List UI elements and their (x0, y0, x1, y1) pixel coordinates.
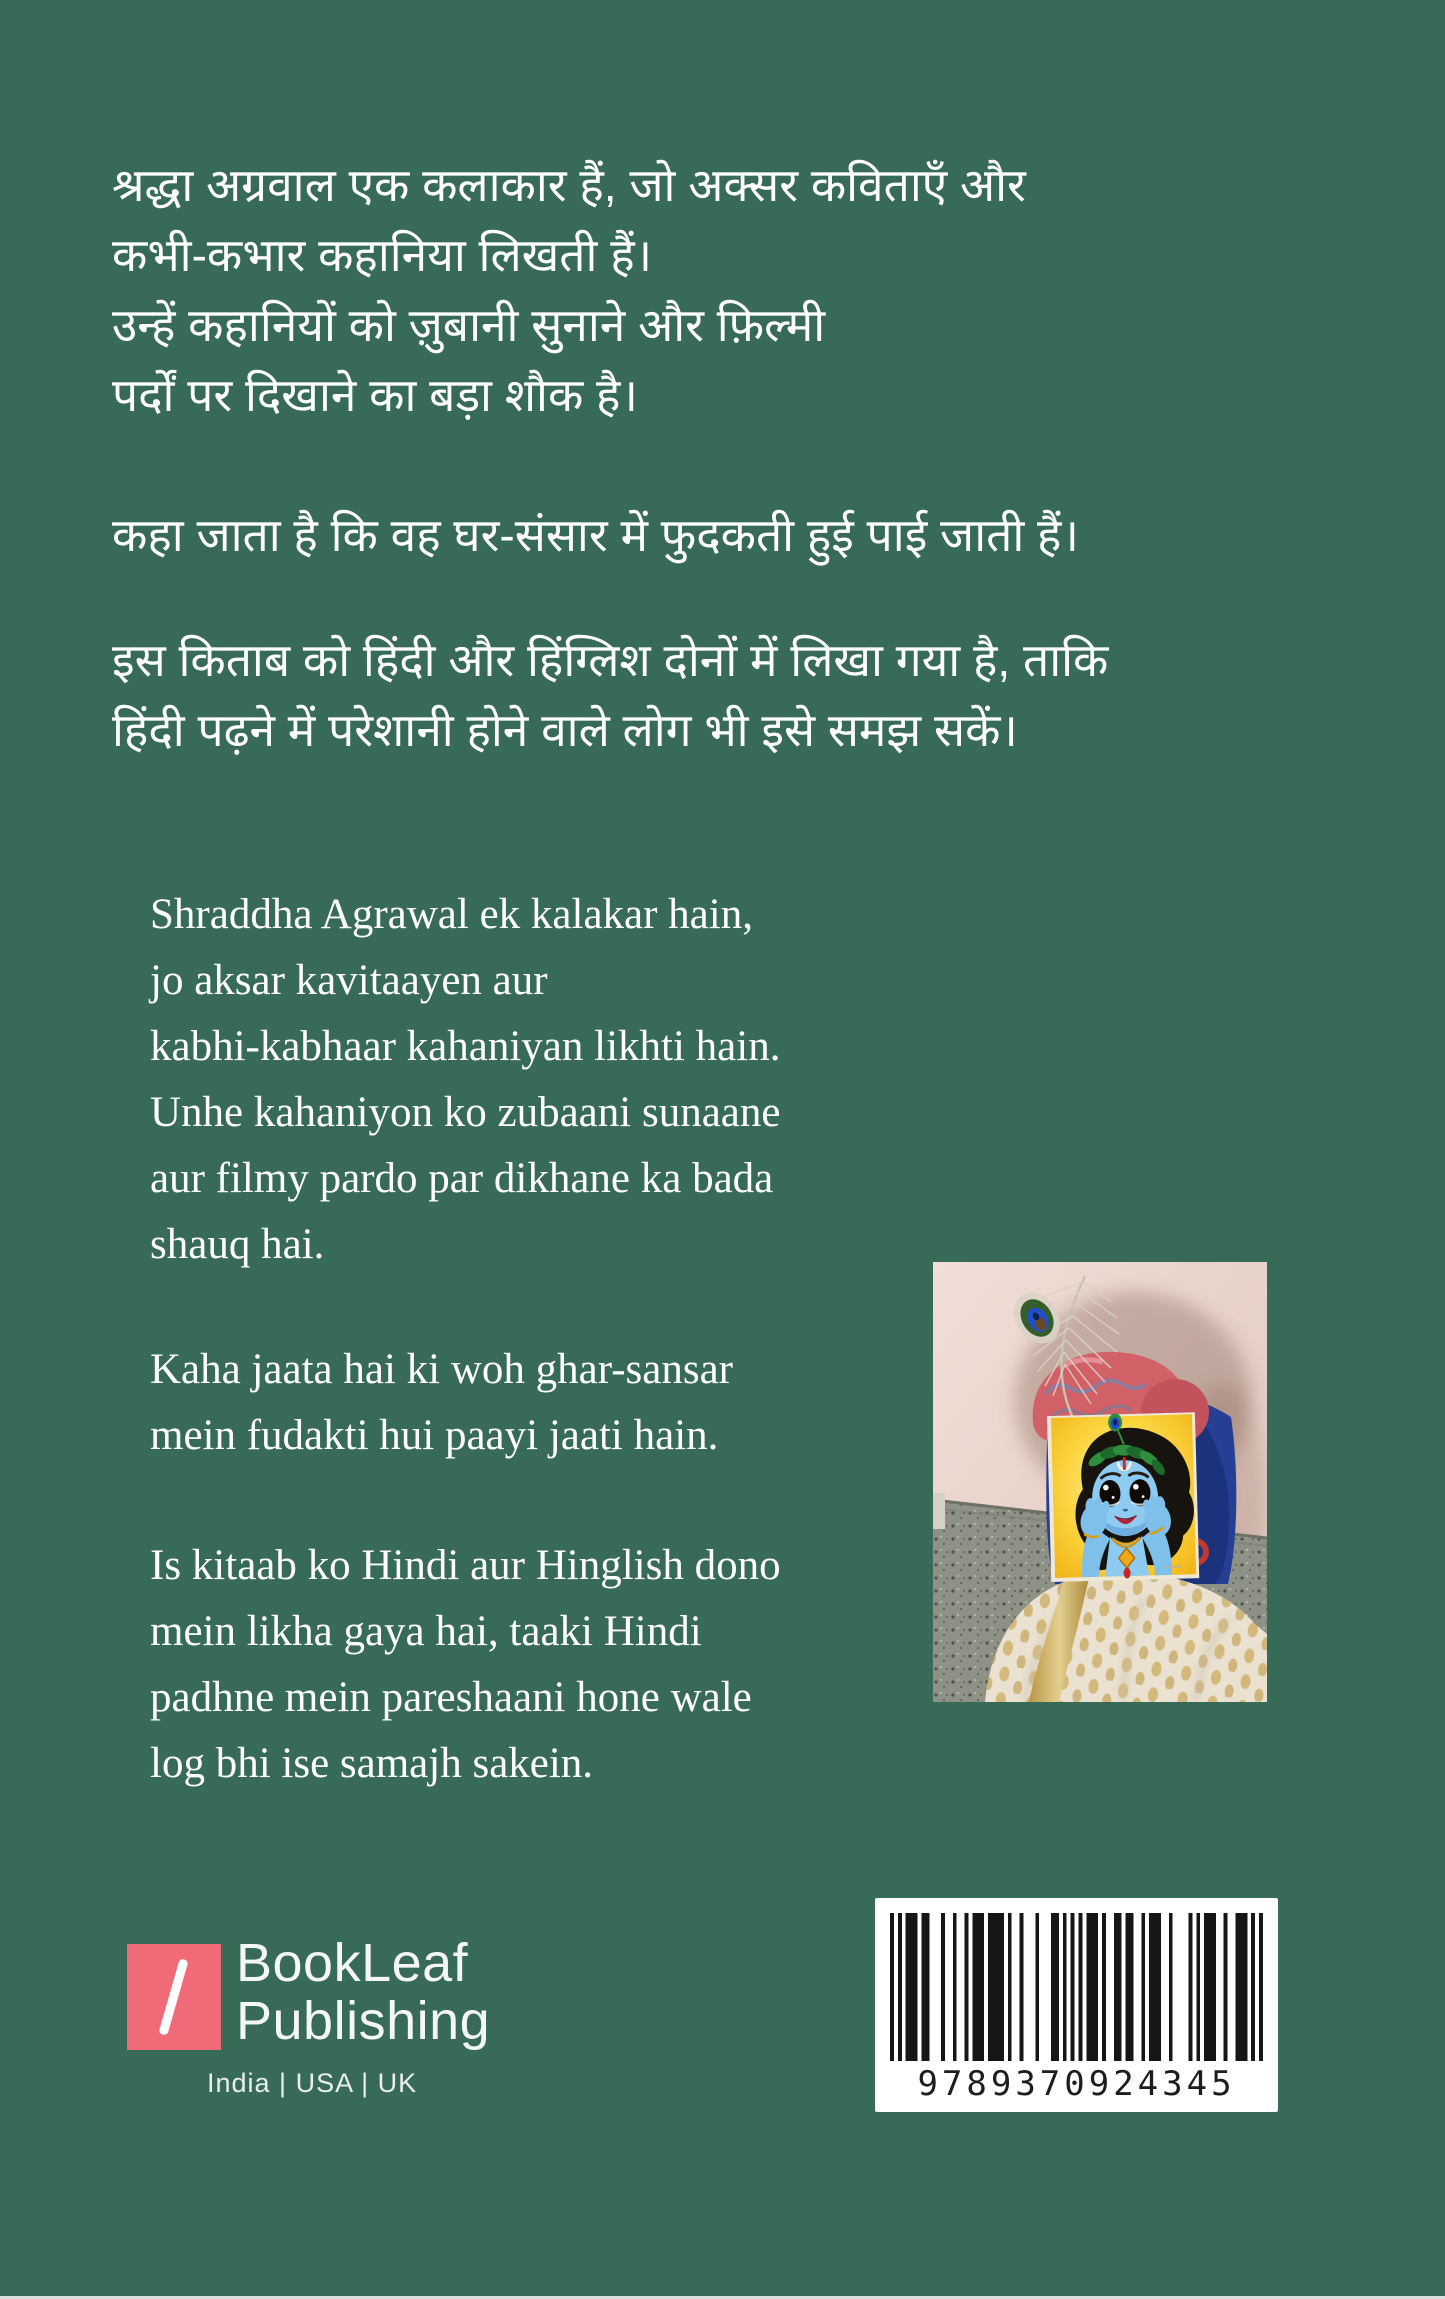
publisher-regions: India | USA | UK (207, 2068, 418, 2098)
hinglish-line: Shraddha Agrawal ek kalakar hain, (150, 891, 753, 938)
publisher-name-line2: Publishing (236, 1991, 491, 2051)
hinglish-line: Kaha jaata hai ki woh ghar-sansar (150, 1346, 733, 1393)
hinglish-paragraph-3 (150, 1533, 781, 1797)
isbn-barcode (875, 1898, 1278, 2112)
publisher-logo-mark (127, 1944, 221, 2050)
publisher-name-line1: BookLeaf (236, 1933, 469, 1993)
hindi-paragraph-3 (112, 625, 1108, 765)
hinglish-line: kabhi-kabhaar kahaniyan likhti hain. (150, 1023, 781, 1070)
isbn-number: 9789370924345 (917, 2064, 1236, 2104)
hindi-line: उन्हें कहानियों को ज़ुबानी सुनाने और फ़िल्मी (112, 299, 826, 351)
hindi-paragraph-2 (112, 500, 1079, 570)
hinglish-line: padhne mein pareshaani hone wale (150, 1674, 752, 1721)
hindi-line: कहा जाता है कि वह घर-संसार में फुदकती हुई पाई जाती हैं। (112, 509, 1079, 561)
hinglish-line: jo aksar kavitaayen aur (150, 957, 548, 1004)
hindi-line: श्रद्धा अग्रवाल एक कलाकार हैं, जो अक्सर कविताएँ और (112, 159, 1026, 211)
hinglish-paragraph-2 (150, 1337, 733, 1469)
hinglish-line: mein likha gaya hai, taaki Hindi (150, 1608, 702, 1655)
slash-icon (158, 1958, 188, 2035)
publisher-name (236, 1934, 490, 2050)
krishna-painting (1047, 1411, 1199, 1582)
barcode-bars (890, 1913, 1263, 2061)
hinglish-line: Is kitaab ko Hindi aur Hinglish dono (150, 1542, 781, 1589)
hinglish-line: mein fudakti hui paayi jaati hain. (150, 1412, 719, 1459)
hindi-line: कभी-कभार कहानिया लिखती हैं। (112, 229, 653, 281)
hindi-line: इस किताब को हिंदी और हिंग्लिश दोनों में लिखा गया है, ताकि (112, 634, 1109, 686)
hinglish-line: shauq hai. (150, 1221, 325, 1268)
hindi-line: हिंदी पढ़ने में परेशानी होने वाले लोग भी इसे समझ सकें। (112, 704, 1018, 756)
hindi-line: पर्दों पर दिखाने का बड़ा शौक है। (112, 369, 638, 421)
hinglish-line: Unhe kahaniyon ko zubaani sunaane (150, 1089, 781, 1136)
hindi-paragraph-1 (112, 150, 1026, 430)
author-photo (933, 1262, 1267, 1702)
hinglish-line: log bhi ise samajh sakein. (150, 1740, 594, 1787)
hinglish-line: aur filmy pardo par dikhane ka bada (150, 1155, 774, 1202)
hinglish-paragraph-1 (150, 882, 780, 1278)
